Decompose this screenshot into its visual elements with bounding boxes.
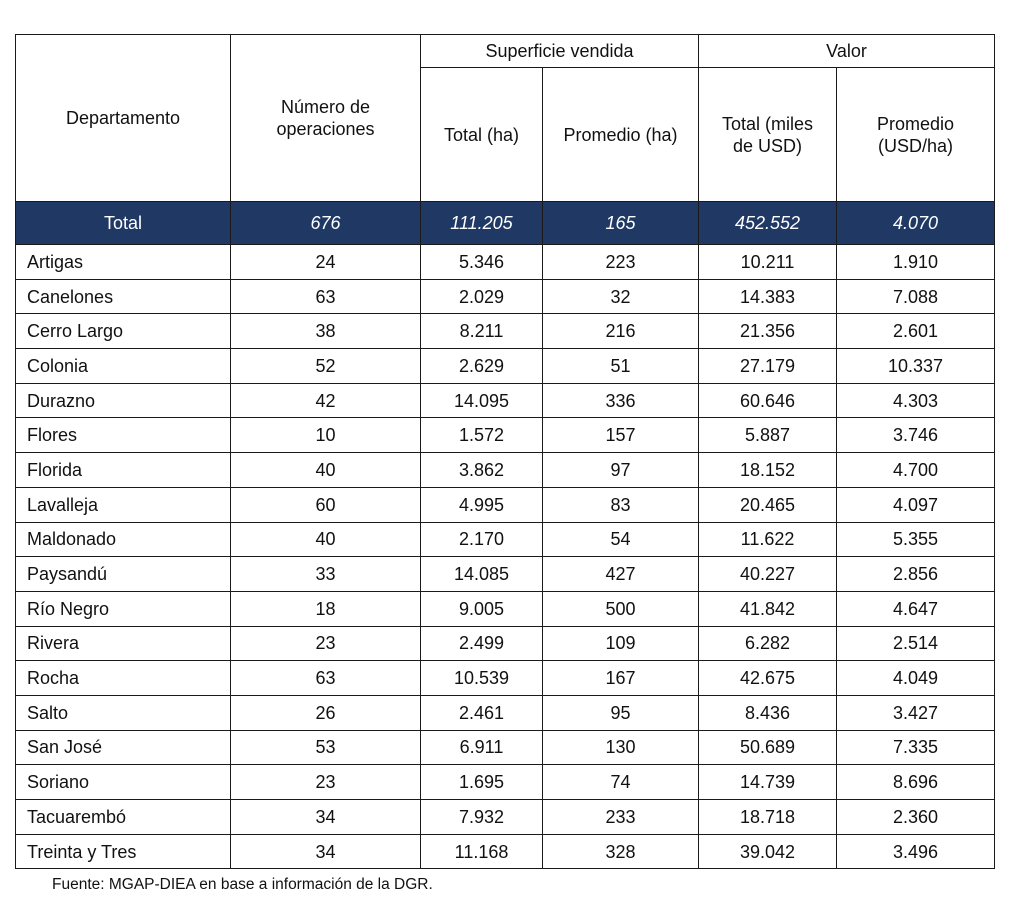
header-promedio-ha: Promedio (ha) xyxy=(543,68,699,202)
row-total-usd: 18.718 xyxy=(699,800,837,835)
table-row xyxy=(16,765,995,800)
table-row xyxy=(16,626,995,661)
row-departamento: Florida xyxy=(16,453,231,488)
row-total-usd: 8.436 xyxy=(699,695,837,730)
table-row xyxy=(16,245,995,280)
row-total-usd: 11.622 xyxy=(699,522,837,557)
row-total-ha: 7.932 xyxy=(421,800,543,835)
row-total-ha: 2.461 xyxy=(421,695,543,730)
table-row xyxy=(16,418,995,453)
row-operaciones: 33 xyxy=(231,557,421,592)
row-departamento: Treinta y Tres xyxy=(16,834,231,869)
row-promedio-usd: 3.427 xyxy=(837,695,995,730)
table-row xyxy=(16,279,995,314)
row-promedio-usd: 4.303 xyxy=(837,383,995,418)
row-total-ha: 5.346 xyxy=(421,245,543,280)
header-departamento: Departamento xyxy=(16,35,231,202)
table-row xyxy=(16,453,995,488)
row-total-usd: 50.689 xyxy=(699,730,837,765)
row-promedio-usd: 1.910 xyxy=(837,245,995,280)
row-operaciones: 18 xyxy=(231,591,421,626)
row-promedio-ha: 83 xyxy=(543,487,699,522)
row-operaciones: 63 xyxy=(231,279,421,314)
table-row xyxy=(16,487,995,522)
row-promedio-ha: 233 xyxy=(543,800,699,835)
row-promedio-ha: 95 xyxy=(543,695,699,730)
row-total-ha: 10.539 xyxy=(421,661,543,696)
header-superficie-vendida: Superficie vendida xyxy=(421,35,699,68)
row-departamento: Artigas xyxy=(16,245,231,280)
row-operaciones: 34 xyxy=(231,800,421,835)
row-operaciones: 60 xyxy=(231,487,421,522)
row-operaciones: 34 xyxy=(231,834,421,869)
row-promedio-ha: 32 xyxy=(543,279,699,314)
row-total-ha: 6.911 xyxy=(421,730,543,765)
row-operaciones: 24 xyxy=(231,245,421,280)
row-total-ha: 1.695 xyxy=(421,765,543,800)
total-operaciones: 676 xyxy=(231,202,421,245)
table-row xyxy=(16,695,995,730)
row-total-usd: 21.356 xyxy=(699,314,837,349)
row-promedio-usd: 2.514 xyxy=(837,626,995,661)
row-promedio-usd: 4.097 xyxy=(837,487,995,522)
row-departamento: Canelones xyxy=(16,279,231,314)
row-promedio-ha: 336 xyxy=(543,383,699,418)
row-promedio-usd: 7.335 xyxy=(837,730,995,765)
row-total-ha: 2.170 xyxy=(421,522,543,557)
table-row xyxy=(16,591,995,626)
table-row xyxy=(16,522,995,557)
row-total-usd: 60.646 xyxy=(699,383,837,418)
row-promedio-ha: 97 xyxy=(543,453,699,488)
row-total-usd: 14.383 xyxy=(699,279,837,314)
row-promedio-ha: 54 xyxy=(543,522,699,557)
row-promedio-ha: 500 xyxy=(543,591,699,626)
total-label: Total xyxy=(16,202,231,245)
row-operaciones: 23 xyxy=(231,626,421,661)
row-departamento: San José xyxy=(16,730,231,765)
table-row xyxy=(16,557,995,592)
table-row xyxy=(16,349,995,384)
row-total-usd: 5.887 xyxy=(699,418,837,453)
row-departamento: Cerro Largo xyxy=(16,314,231,349)
row-promedio-usd: 7.088 xyxy=(837,279,995,314)
row-total-ha: 2.499 xyxy=(421,626,543,661)
row-departamento: Paysandú xyxy=(16,557,231,592)
header-total-miles-usd: Total (miles de USD) xyxy=(699,68,837,202)
row-promedio-usd: 4.700 xyxy=(837,453,995,488)
row-promedio-ha: 109 xyxy=(543,626,699,661)
row-operaciones: 63 xyxy=(231,661,421,696)
row-promedio-usd: 8.696 xyxy=(837,765,995,800)
row-departamento: Durazno xyxy=(16,383,231,418)
row-departamento: Río Negro xyxy=(16,591,231,626)
row-promedio-usd: 3.746 xyxy=(837,418,995,453)
table-row xyxy=(16,730,995,765)
row-promedio-ha: 328 xyxy=(543,834,699,869)
row-promedio-usd: 4.049 xyxy=(837,661,995,696)
total-promedio-usd: 4.070 xyxy=(837,202,995,245)
row-promedio-usd: 2.360 xyxy=(837,800,995,835)
row-total-usd: 18.152 xyxy=(699,453,837,488)
row-promedio-ha: 223 xyxy=(543,245,699,280)
row-total-usd: 14.739 xyxy=(699,765,837,800)
total-valor-usd: 452.552 xyxy=(699,202,837,245)
row-total-usd: 40.227 xyxy=(699,557,837,592)
row-total-ha: 3.862 xyxy=(421,453,543,488)
row-promedio-usd: 4.647 xyxy=(837,591,995,626)
row-total-ha: 1.572 xyxy=(421,418,543,453)
row-promedio-usd: 10.337 xyxy=(837,349,995,384)
row-promedio-ha: 51 xyxy=(543,349,699,384)
row-departamento: Salto xyxy=(16,695,231,730)
table-row xyxy=(16,834,995,869)
row-promedio-ha: 74 xyxy=(543,765,699,800)
row-promedio-ha: 130 xyxy=(543,730,699,765)
row-total-ha: 4.995 xyxy=(421,487,543,522)
row-departamento: Tacuarembó xyxy=(16,800,231,835)
row-departamento: Maldonado xyxy=(16,522,231,557)
row-operaciones: 26 xyxy=(231,695,421,730)
land-sales-table xyxy=(15,34,995,869)
row-operaciones: 23 xyxy=(231,765,421,800)
header-total-ha: Total (ha) xyxy=(421,68,543,202)
table-row xyxy=(16,383,995,418)
row-promedio-ha: 216 xyxy=(543,314,699,349)
row-total-usd: 41.842 xyxy=(699,591,837,626)
row-operaciones: 53 xyxy=(231,730,421,765)
row-total-ha: 14.085 xyxy=(421,557,543,592)
total-promedio-ha: 165 xyxy=(543,202,699,245)
row-promedio-usd: 3.496 xyxy=(837,834,995,869)
row-total-usd: 39.042 xyxy=(699,834,837,869)
row-departamento: Rocha xyxy=(16,661,231,696)
row-total-ha: 9.005 xyxy=(421,591,543,626)
row-total-usd: 10.211 xyxy=(699,245,837,280)
row-total-usd: 20.465 xyxy=(699,487,837,522)
table-row xyxy=(16,800,995,835)
row-departamento: Colonia xyxy=(16,349,231,384)
total-row xyxy=(16,202,995,245)
table-row xyxy=(16,661,995,696)
row-total-ha: 8.211 xyxy=(421,314,543,349)
row-operaciones: 42 xyxy=(231,383,421,418)
row-departamento: Flores xyxy=(16,418,231,453)
row-promedio-usd: 2.856 xyxy=(837,557,995,592)
row-promedio-ha: 427 xyxy=(543,557,699,592)
row-departamento: Lavalleja xyxy=(16,487,231,522)
row-operaciones: 40 xyxy=(231,453,421,488)
row-total-usd: 6.282 xyxy=(699,626,837,661)
row-total-ha: 11.168 xyxy=(421,834,543,869)
row-total-ha: 2.029 xyxy=(421,279,543,314)
row-promedio-usd: 2.601 xyxy=(837,314,995,349)
header-valor: Valor xyxy=(699,35,995,68)
row-total-usd: 27.179 xyxy=(699,349,837,384)
row-total-ha: 14.095 xyxy=(421,383,543,418)
row-total-ha: 2.629 xyxy=(421,349,543,384)
header-promedio-usd-ha: Promedio (USD/ha) xyxy=(837,68,995,202)
row-total-usd: 42.675 xyxy=(699,661,837,696)
row-promedio-ha: 167 xyxy=(543,661,699,696)
row-operaciones: 10 xyxy=(231,418,421,453)
table-row xyxy=(16,314,995,349)
row-departamento: Rivera xyxy=(16,626,231,661)
row-departamento: Soriano xyxy=(16,765,231,800)
source-footnote: Fuente: MGAP-DIEA en base a información de la DGR. xyxy=(52,876,433,893)
row-promedio-usd: 5.355 xyxy=(837,522,995,557)
row-operaciones: 52 xyxy=(231,349,421,384)
row-operaciones: 40 xyxy=(231,522,421,557)
row-operaciones: 38 xyxy=(231,314,421,349)
row-promedio-ha: 157 xyxy=(543,418,699,453)
header-numero-operaciones: Número de operaciones xyxy=(231,35,421,202)
total-superficie-ha: 111.205 xyxy=(421,202,543,245)
